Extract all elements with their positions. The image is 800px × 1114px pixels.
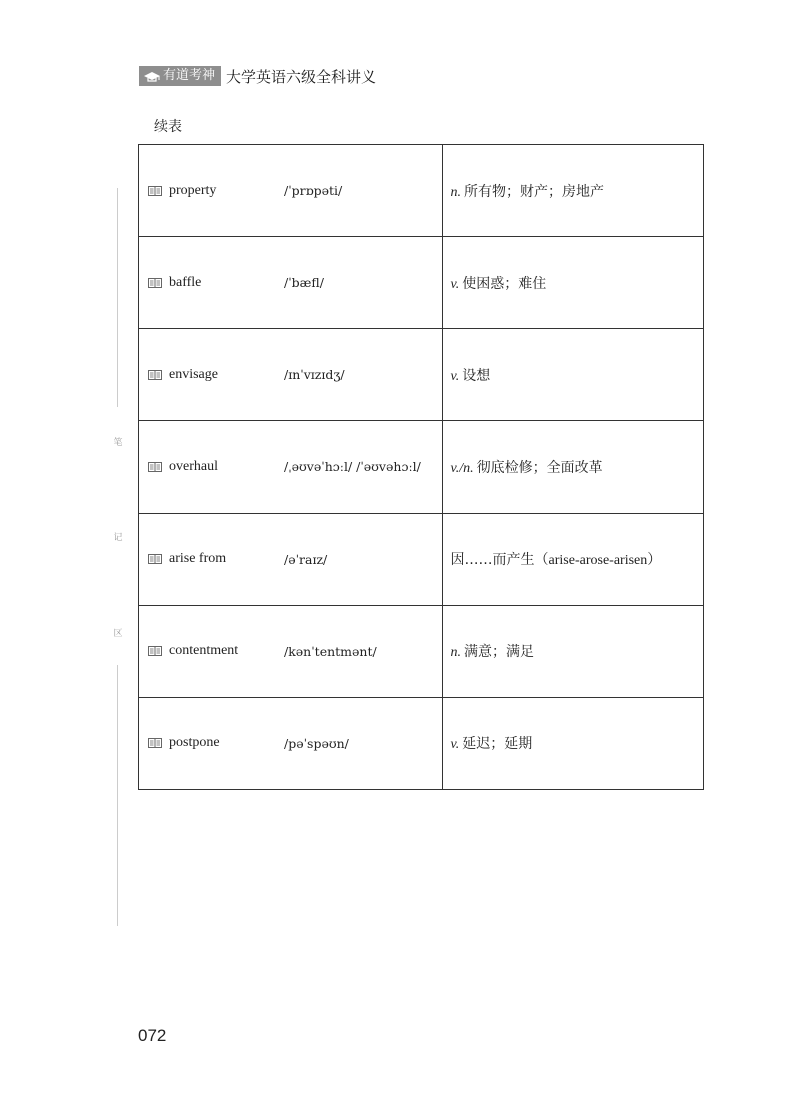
part-of-speech: n. xyxy=(450,184,462,200)
meaning-cell xyxy=(442,237,703,329)
meaning-cell xyxy=(442,145,703,237)
meaning-cell xyxy=(442,605,703,697)
notes-margin-line-bottom xyxy=(117,665,118,926)
meaning: 所有物；财产；房地产 xyxy=(464,183,605,200)
word: baffle xyxy=(169,274,202,290)
word-cell xyxy=(139,237,443,329)
word-cell xyxy=(139,421,443,513)
part-of-speech: v. xyxy=(450,368,460,384)
word-cell xyxy=(139,513,443,605)
table-row xyxy=(139,697,704,789)
meaning-prefix: 因……而产生（ xyxy=(450,552,549,569)
table-row xyxy=(139,421,704,513)
phonetic: /əˈraɪz/ xyxy=(284,551,328,567)
meaning-cell xyxy=(442,421,703,513)
meaning-cell xyxy=(442,697,703,789)
meaning-cell xyxy=(442,329,703,421)
phonetic: /ˈprɒpəti/ xyxy=(284,183,343,199)
word: property xyxy=(169,182,217,198)
word: postpone xyxy=(169,735,220,751)
notes-margin-char-1: 笔 xyxy=(113,438,123,448)
notes-margin-char-2: 记 xyxy=(113,533,123,543)
word-cell xyxy=(139,605,443,697)
word-cell xyxy=(139,697,443,789)
notes-margin-char-3: 区 xyxy=(113,629,123,639)
graduation-cap-icon xyxy=(143,69,161,83)
word: arise from xyxy=(169,551,227,567)
meaning-cell xyxy=(442,513,703,605)
open-book-icon xyxy=(148,646,162,656)
part-of-speech: v./n. xyxy=(450,460,474,476)
phonetic: /kənˈtentmənt/ xyxy=(284,643,377,659)
continued-label: 续表 xyxy=(154,119,182,135)
part-of-speech: n. xyxy=(450,645,462,661)
meaning: 满意；满足 xyxy=(464,644,535,661)
phonetic: /ˈbæfl/ xyxy=(284,275,324,291)
phonetic: /ɪnˈvɪzɪdʒ/ xyxy=(284,367,345,383)
meaning: 使困惑；难住 xyxy=(462,275,547,292)
meaning: 彻底检修；全面改革 xyxy=(476,459,603,476)
notes-margin-line-top xyxy=(117,188,118,407)
open-book-icon xyxy=(148,738,162,748)
verb-forms: arise-arose-arisen xyxy=(548,553,648,569)
table-row xyxy=(139,513,704,605)
phonetic: /pəˈspəʊn/ xyxy=(284,735,349,751)
table-row xyxy=(139,605,704,697)
open-book-icon xyxy=(148,370,162,380)
meaning: 设想 xyxy=(462,367,491,384)
vocabulary-table xyxy=(138,144,704,790)
book-title: 大学英语六级全科讲义 xyxy=(226,67,377,86)
meaning: 延迟；延期 xyxy=(462,736,533,753)
open-book-icon xyxy=(148,462,162,472)
meaning-suffix: ） xyxy=(647,552,662,569)
word: contentment xyxy=(169,643,239,659)
word: envisage xyxy=(169,366,218,382)
table-row xyxy=(139,145,704,237)
word: overhaul xyxy=(169,458,218,474)
word-cell xyxy=(139,145,443,237)
open-book-icon xyxy=(148,278,162,288)
phonetic: /ˌəʊvəˈhɔːl/ /ˈəʊvəhɔːl/ xyxy=(284,459,421,475)
brand-badge xyxy=(139,66,221,86)
part-of-speech: v. xyxy=(450,737,460,753)
page-number: 072 xyxy=(138,1026,167,1045)
word-cell xyxy=(139,329,443,421)
part-of-speech: v. xyxy=(450,276,460,292)
brand-name: 有道考神 xyxy=(163,68,216,83)
page-header xyxy=(139,65,376,87)
table-row xyxy=(139,237,704,329)
table-row xyxy=(139,329,704,421)
open-book-icon xyxy=(148,554,162,564)
open-book-icon xyxy=(148,186,162,196)
